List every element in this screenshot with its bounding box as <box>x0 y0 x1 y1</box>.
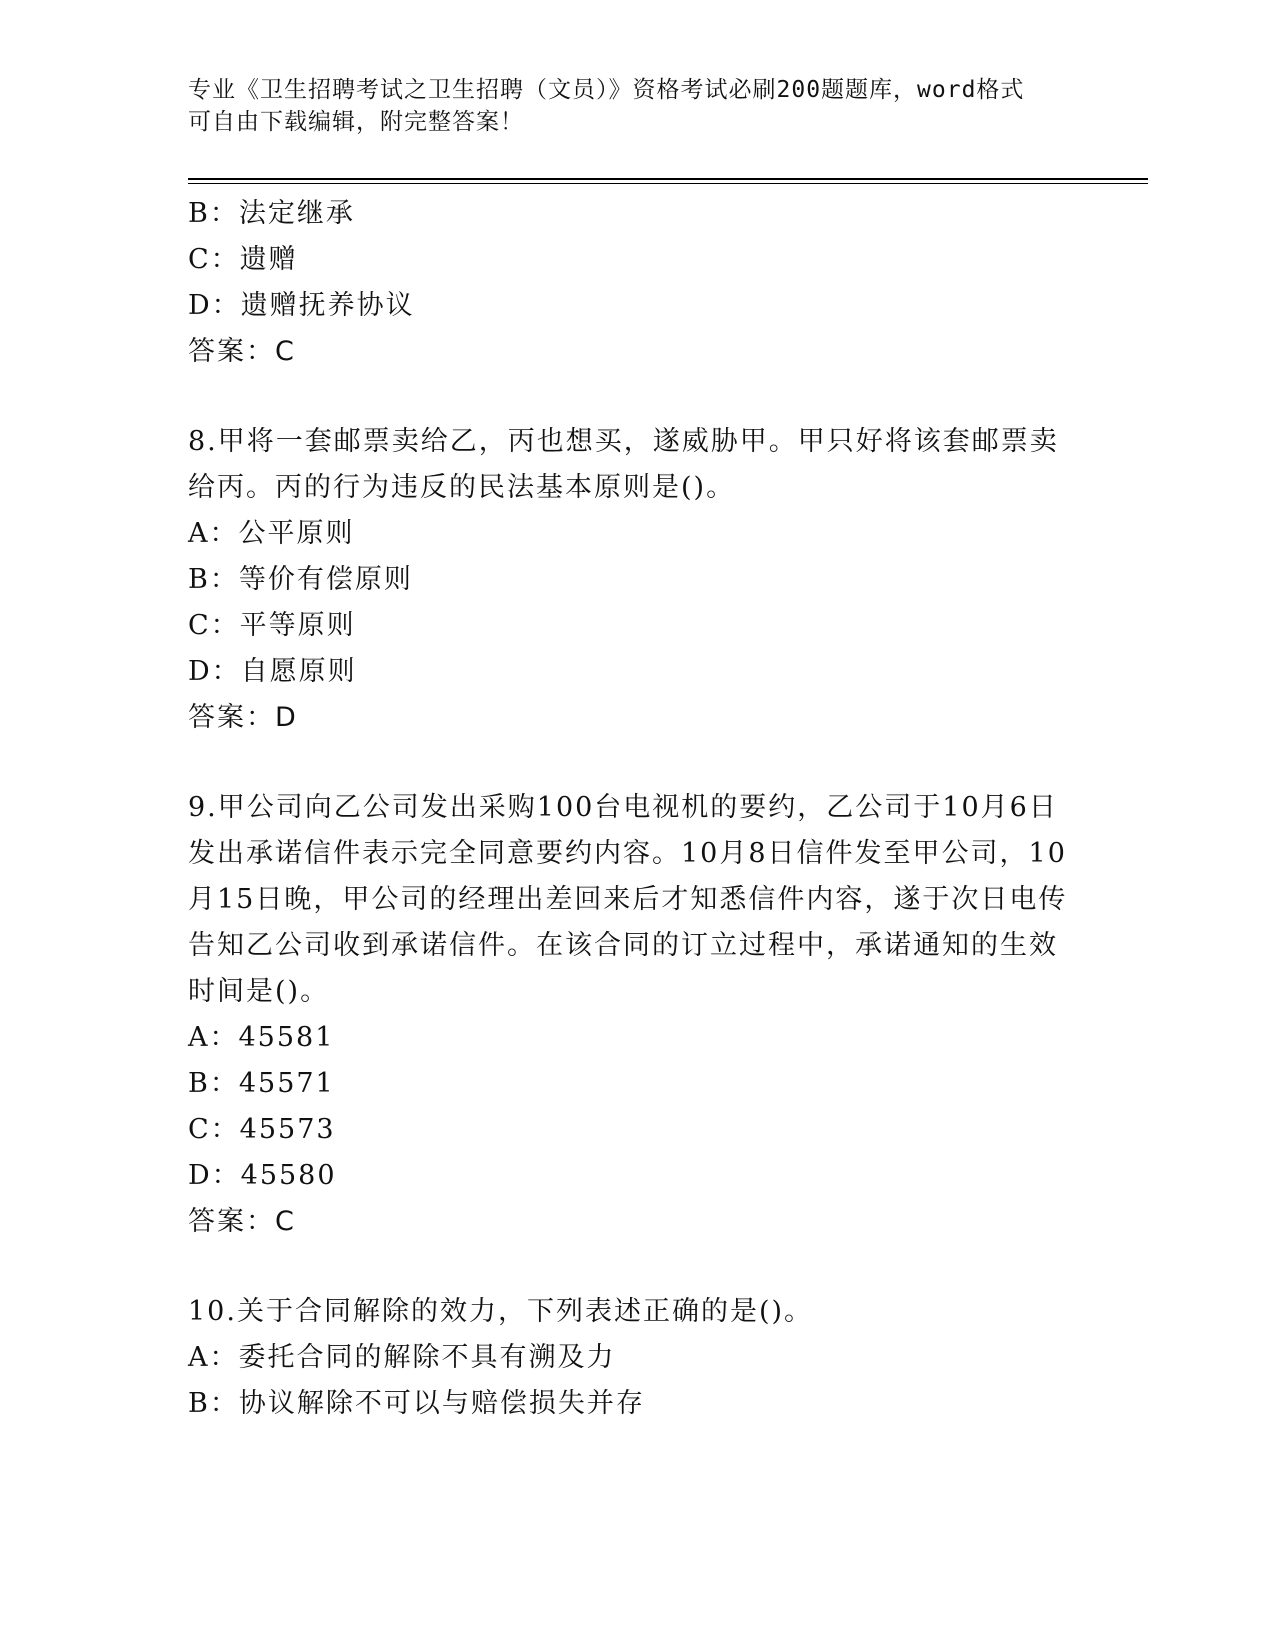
question-text-line: 月15日晚，甲公司的经理出差回来后才知悉信件内容，遂于次日电传 <box>188 884 1068 915</box>
option-c: C：遗赠 <box>188 244 298 275</box>
option-a: A：45581 <box>188 1022 335 1053</box>
header-divider-thick <box>188 178 1148 180</box>
header-line-1: 专业《卫生招聘考试之卫生招聘（文员）》资格考试必刷200题题库，word格式 <box>188 77 1025 103</box>
question-9 <box>188 785 1078 1245</box>
question-8 <box>188 419 1078 741</box>
answer-line: 答案：C <box>188 336 296 367</box>
question-text-line: 告知乙公司收到承诺信件。在该合同的订立过程中，承诺通知的生效 <box>188 930 1058 961</box>
question-text-line: 发出承诺信件表示完全同意要约内容。10月8日信件发至甲公司，10 <box>188 838 1067 869</box>
question-7-continued <box>188 191 1078 375</box>
option-c: C：平等原则 <box>188 610 356 641</box>
option-d: D：45580 <box>188 1160 337 1191</box>
document-header <box>188 74 1068 138</box>
option-b: B：法定继承 <box>188 198 355 229</box>
question-10 <box>188 1289 1078 1427</box>
option-a: A：公平原则 <box>188 518 355 549</box>
question-list <box>188 191 1078 1427</box>
option-a: A：委托合同的解除不具有溯及力 <box>188 1342 616 1373</box>
option-b: B：45571 <box>188 1068 335 1099</box>
answer-line: 答案：C <box>188 1206 296 1237</box>
question-text-line: 时间是()。 <box>188 976 330 1007</box>
header-divider-thin <box>188 183 1148 184</box>
question-text-line: 10.关于合同解除的效力，下列表述正确的是()。 <box>188 1296 814 1327</box>
question-text-line: 给丙。丙的行为违反的民法基本原则是()。 <box>188 472 736 503</box>
question-text-line: 9.甲公司向乙公司发出采购100台电视机的要约，乙公司于10月6日 <box>188 792 1058 823</box>
question-text-line: 8.甲将一套邮票卖给乙，丙也想买，遂威胁甲。甲只好将该套邮票卖 <box>188 426 1059 457</box>
option-c: C：45573 <box>188 1114 336 1145</box>
option-d: D：遗赠抚养协议 <box>188 290 415 321</box>
option-b: B：等价有偿原则 <box>188 564 413 595</box>
option-b: B：协议解除不可以与赔偿损失并存 <box>188 1388 645 1419</box>
option-d: D：自愿原则 <box>188 656 357 687</box>
answer-line: 答案：D <box>188 702 298 733</box>
header-line-2: 可自由下载编辑，附完整答案！ <box>188 109 524 135</box>
